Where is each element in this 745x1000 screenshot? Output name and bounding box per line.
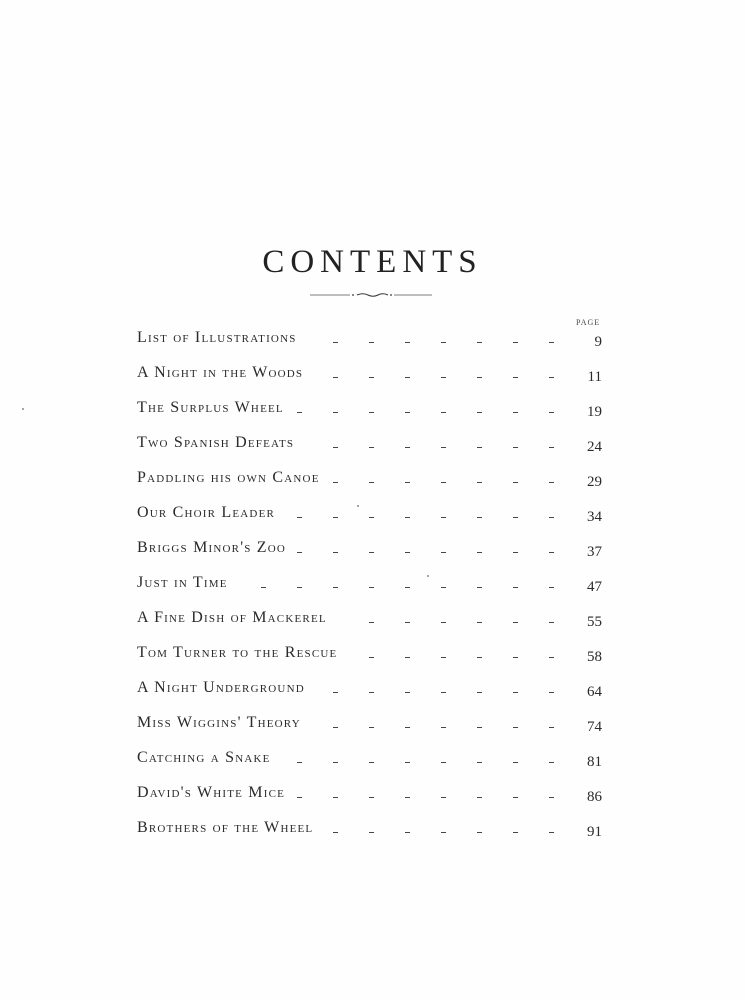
leader-dash [441,657,446,658]
leader-dash [405,622,410,623]
toc-entry-page-number: 86 [587,789,602,805]
leader-dash [369,447,374,448]
toc-entry [137,536,607,571]
leader-dash [441,552,446,553]
toc-entry-title: List of Illustrations [137,329,297,346]
toc-entry [137,781,607,816]
toc-entry-title: Miss Wiggins' Theory [137,714,301,731]
leader-dash [441,482,446,483]
leader-dash [549,342,554,343]
leader-dash [333,517,338,518]
leader-dash [549,797,554,798]
leader-dash [405,657,410,658]
leader-dash [369,832,374,833]
leader-dash [369,412,374,413]
leader-dash [477,762,482,763]
leader-dash [477,587,482,588]
leader-dash [441,797,446,798]
leader-dash [405,552,410,553]
leader-dash [513,657,518,658]
leader-dash [405,517,410,518]
page-title: CONTENTS [262,244,483,281]
toc-entry [137,571,607,606]
toc-entry-page-number: 81 [587,754,602,770]
leader-dash [513,517,518,518]
toc-entry-page-number: 9 [594,334,602,350]
leader-dash [549,657,554,658]
toc-entry-page-number: 37 [587,544,602,560]
toc-entry-title: A Fine Dish of Mackerel [137,609,327,626]
leader-dash [369,657,374,658]
page-column-label: PAGE [576,318,601,327]
leader-dash [405,482,410,483]
toc-entry [137,431,607,466]
leader-dash [369,552,374,553]
toc-entry-page-number: 64 [587,684,602,700]
leader-dash [405,797,410,798]
leader-dash [513,797,518,798]
toc-entry [137,746,607,781]
leader-dash [513,622,518,623]
leader-dash [477,412,482,413]
leader-dash [441,832,446,833]
leader-dash [513,552,518,553]
leader-dash [405,762,410,763]
leader-dash [549,832,554,833]
leader-dash [369,587,374,588]
leader-dash [549,727,554,728]
leader-dash [549,517,554,518]
leader-dash [549,762,554,763]
leader-dash [477,342,482,343]
toc-entry-title: Our Choir Leader [137,504,276,521]
leader-dash [513,342,518,343]
leader-dash [441,517,446,518]
leader-dash [405,587,410,588]
leader-dash [441,447,446,448]
leader-dash [477,832,482,833]
leader-dash [297,587,302,588]
leader-dash [549,447,554,448]
toc-entry-title: The Surplus Wheel [137,399,284,416]
leader-dash [405,412,410,413]
leader-dash [405,692,410,693]
toc-entry-page-number: 24 [587,439,602,455]
leader-dash [513,482,518,483]
leader-dash [513,832,518,833]
leader-dash [549,587,554,588]
leader-dash [297,517,302,518]
leader-dash [477,657,482,658]
leader-dash [513,762,518,763]
leader-dash [513,412,518,413]
leader-dash [369,482,374,483]
leader-dash [333,342,338,343]
toc-entry-title: Two Spanish Defeats [137,434,295,451]
paper-speck [357,505,359,507]
toc-entry-page-number: 29 [587,474,602,490]
toc-entry-title: Paddling his own Canoe [137,469,320,486]
leader-dash [549,482,554,483]
leader-dash [369,517,374,518]
leader-dash [477,552,482,553]
leader-dash [513,727,518,728]
leader-dash [477,622,482,623]
paper-speck [22,408,24,410]
leader-dash [405,377,410,378]
leader-dash [441,622,446,623]
leader-dash [333,412,338,413]
leader-dash [297,797,302,798]
leader-dash [513,447,518,448]
toc-entry [137,361,607,396]
toc-entry [137,326,607,361]
toc-entry-page-number: 19 [587,404,602,420]
leader-dash [369,342,374,343]
leader-dash [333,552,338,553]
leader-dash [369,797,374,798]
toc-entry-page-number: 47 [587,579,602,595]
leader-dash [297,762,302,763]
leader-dash [477,377,482,378]
toc-entry-title: Brothers of the Wheel [137,819,314,836]
leader-dash [513,692,518,693]
toc-entry [137,641,607,676]
toc-entry [137,676,607,711]
leader-dash [441,342,446,343]
leader-dash [405,447,410,448]
toc-entry [137,396,607,431]
toc-entry-page-number: 55 [587,614,602,630]
toc-entry-page-number: 91 [587,824,602,840]
leader-dash [477,692,482,693]
toc-entry-title: A Night Underground [137,679,305,696]
leader-dash [333,587,338,588]
leader-dash [369,762,374,763]
leader-dash [405,727,410,728]
leader-dash [549,622,554,623]
leader-dash [477,447,482,448]
toc-entry [137,816,607,851]
leader-dash [477,727,482,728]
leader-dash [333,832,338,833]
toc-entry [137,501,607,536]
leader-dash [441,412,446,413]
toc-entry-title: Just in Time [137,574,228,591]
leader-dash [549,412,554,413]
toc-entry [137,606,607,641]
leader-dash [369,727,374,728]
leader-dash [441,377,446,378]
leader-dash [441,762,446,763]
leader-dash [333,482,338,483]
leader-dash [261,587,266,588]
leader-dash [369,692,374,693]
leader-dash [333,727,338,728]
toc-entry-title: A Night in the Woods [137,364,304,381]
leader-dash [513,377,518,378]
ornament-divider-icon [310,292,432,298]
leader-dash [441,587,446,588]
leader-dash [513,587,518,588]
leader-dash [549,377,554,378]
leader-dash [477,482,482,483]
contents-list [137,326,607,851]
leader-dash [333,692,338,693]
leader-dash [441,692,446,693]
leader-dash [369,622,374,623]
leader-dash [549,552,554,553]
leader-dash [333,377,338,378]
toc-entry-page-number: 11 [587,369,602,385]
leader-dash [333,797,338,798]
toc-entry-title: David's White Mice [137,784,286,801]
toc-entry-page-number: 74 [587,719,602,735]
toc-entry-title: Tom Turner to the Rescue [137,644,338,661]
leader-dash [297,552,302,553]
leader-dash [369,377,374,378]
toc-entry [137,466,607,501]
toc-entry-page-number: 58 [587,649,602,665]
leader-dash [477,517,482,518]
leader-dash [333,762,338,763]
leader-dash [297,412,302,413]
toc-entry [137,711,607,746]
paper-speck [427,575,429,577]
leader-dash [405,832,410,833]
leader-dash [477,797,482,798]
toc-entry-title: Catching a Snake [137,749,271,766]
toc-entry-title: Briggs Minor's Zoo [137,539,287,556]
toc-entry-page-number: 34 [587,509,602,525]
leader-dash [549,692,554,693]
leader-dash [441,727,446,728]
leader-dash [405,342,410,343]
leader-dash [333,447,338,448]
